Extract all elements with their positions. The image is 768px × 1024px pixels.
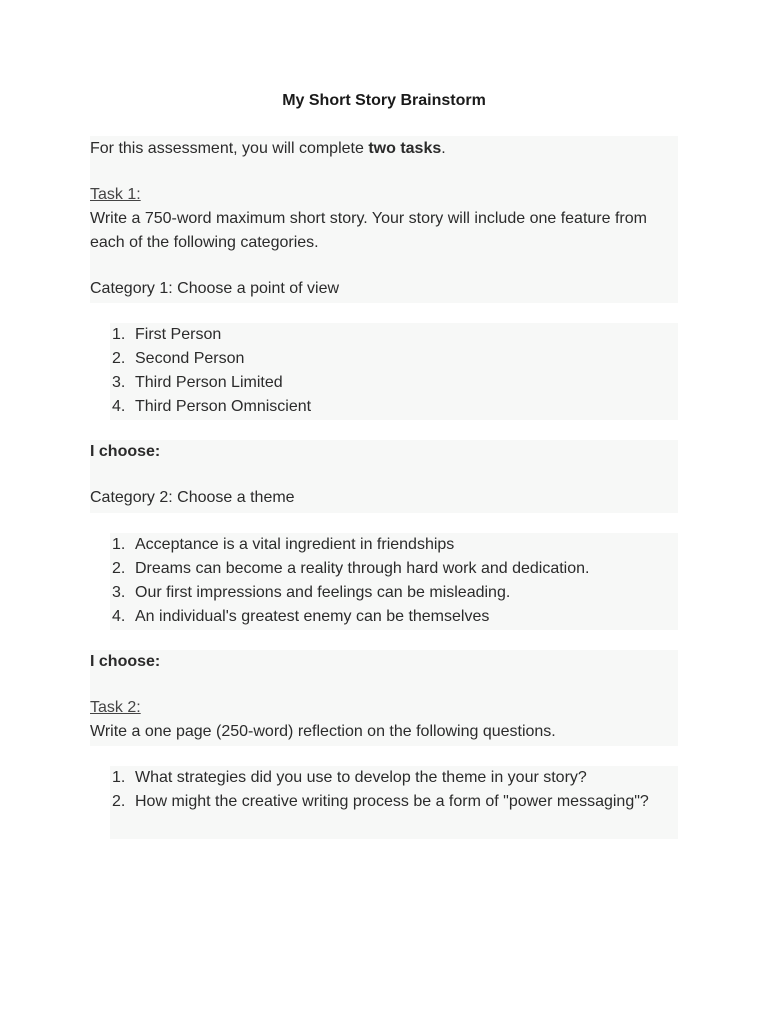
list-item: 1. First Person [112,326,222,343]
task1-text: Write a 750-word maximum short story. Your story will include one feature from each of the following categories. [90,210,647,251]
task2-section [90,650,678,746]
category2-list-section [110,533,678,630]
list-item: 2. How might the creative writing process be a form of "power messaging"? [112,793,649,810]
intro-bold: two tasks [368,140,442,157]
choose1-label: I choose: [90,443,161,460]
list-item: 2. Dreams can become a reality through hard work and dedication. [112,560,590,577]
task2-list [90,766,678,814]
list-item: 3. Third Person Limited [112,374,283,391]
list-item: 3. Our first impressions and feelings can be misleading. [112,584,511,601]
intro-section [90,136,678,303]
category1-list-section [110,323,678,420]
category1-label: Category 1: Choose a point of view [90,280,340,297]
list-item: 4. An individual's greatest enemy can be themselves [112,608,490,625]
list-item: 2. Second Person [112,350,245,367]
category1-list [90,323,678,419]
choose1-section [90,440,678,513]
list-item: 1. Acceptance is a vital ingredient in friendships [112,536,455,553]
task2-heading: Task 2: [90,699,141,716]
list-item: 1. What strategies did you use to develop the theme in your story? [112,769,587,786]
task1-heading: Task 1: [90,186,141,203]
category2-label: Category 2: Choose a theme [90,489,295,506]
intro-text: For this assessment, you will complete two tasks. [90,140,446,157]
page-title: My Short Story Brainstorm [282,92,486,109]
task2-list-section [110,766,678,839]
choose2-label: I choose: [90,653,161,670]
task2-text: Write a one page (250-word) reflection on the following questions. [90,723,556,740]
category2-list [90,533,678,629]
list-item: 4. Third Person Omniscient [112,398,312,415]
